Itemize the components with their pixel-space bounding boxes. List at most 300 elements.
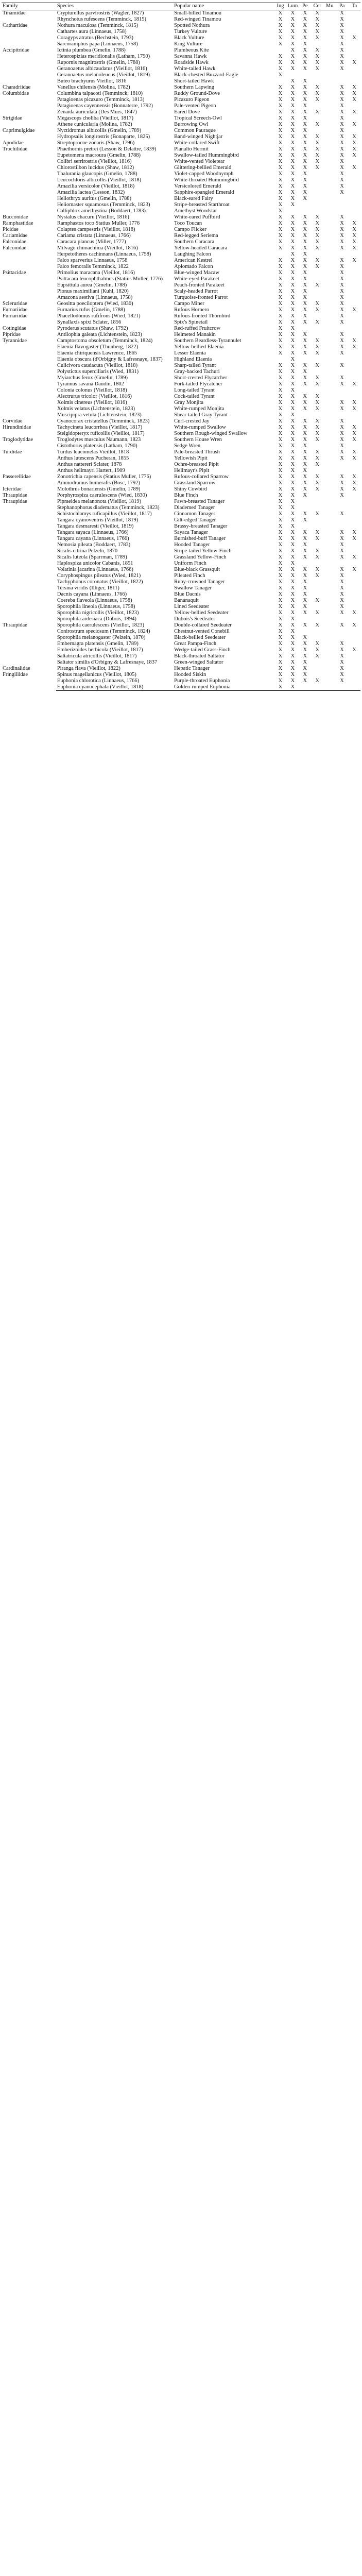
popular-name-cell: Hooded Siskin: [174, 672, 206, 677]
occurrence-mark: X: [340, 109, 344, 115]
occurrence-mark: X: [278, 449, 283, 455]
occurrence-mark: [348, 190, 360, 196]
species-cell: Molothrus bonariensis (Gmelin, 1789): [57, 486, 141, 492]
species-cell: Saltatricula atricollis (Vieillot, 1817): [57, 653, 137, 659]
occurrence-mark: [311, 41, 323, 47]
occurrence-mark: [348, 54, 360, 60]
occurrence-mark: X: [340, 91, 344, 96]
occurrence-mark: [323, 97, 336, 103]
occurrence-mark: [323, 523, 336, 530]
occurrence-mark: X: [340, 406, 344, 412]
occurrence-mark: X: [315, 239, 320, 245]
occurrence-mark: X: [352, 554, 356, 560]
occurrence-mark: X: [290, 579, 295, 585]
occurrence-mark: [348, 387, 360, 394]
popular-name-cell: Short-tailed Hawk: [174, 78, 214, 84]
occurrence-mark: X: [290, 616, 295, 622]
occurrence-mark: [336, 208, 348, 214]
occurrence-mark: X: [290, 431, 295, 436]
popular-name-cell: Gilt-edged Tanager: [174, 517, 216, 523]
popular-name-cell: Common Pauraque: [174, 128, 216, 133]
occurrence-mark: X: [340, 140, 344, 146]
species-cell: Thalurania glaucopis (Gmelin, 1788): [57, 171, 137, 177]
popular-name-cell: Blue-winged Macaw: [174, 270, 219, 276]
occurrence-mark: X: [278, 109, 283, 115]
occurrence-mark: X: [315, 375, 320, 381]
occurrence-mark: X: [340, 338, 344, 344]
family-cell: Scleruridae: [3, 301, 27, 307]
occurrence-mark: X: [315, 486, 320, 492]
occurrence-mark: [299, 561, 311, 567]
occurrence-mark: X: [290, 16, 295, 22]
occurrence-mark: [323, 567, 336, 573]
table-row: [2, 326, 360, 332]
occurrence-mark: [323, 598, 336, 604]
species-cell: Crypturellus parvirostris (Wagler, 1827): [57, 10, 144, 16]
table-row: [2, 239, 360, 245]
occurrence-mark: [323, 629, 336, 635]
occurrence-mark: [323, 678, 336, 684]
occurrence-mark: X: [340, 443, 344, 449]
occurrence-mark: X: [303, 78, 307, 84]
occurrence-mark: X: [278, 66, 283, 72]
occurrence-mark: [348, 128, 360, 134]
occurrence-mark: [323, 41, 336, 47]
occurrence-mark: X: [278, 437, 283, 443]
occurrence-mark: X: [303, 536, 307, 541]
occurrence-mark: [274, 357, 287, 363]
family-cell: Furnariidae: [3, 307, 28, 313]
occurrence-mark: [323, 183, 336, 190]
popular-name-cell: American Kestrel: [174, 258, 213, 263]
occurrence-mark: [336, 394, 348, 400]
occurrence-mark: X: [290, 29, 295, 35]
popular-name-cell: Black-bellied Seedeater: [174, 635, 226, 640]
popular-name-cell: Swallow Tanager: [174, 585, 212, 591]
species-cell: Psittacara leucophthalmus (Statius Muller, 1776): [57, 276, 163, 282]
occurrence-mark: X: [315, 264, 320, 269]
occurrence-mark: [323, 591, 336, 598]
occurrence-mark: X: [352, 239, 356, 245]
species-cell: Cariama cristata (Linnaeus, 1766): [57, 233, 131, 239]
occurrence-mark: [348, 468, 360, 474]
occurrence-mark: X: [340, 183, 344, 189]
occurrence-mark: X: [315, 406, 320, 412]
occurrence-mark: X: [340, 678, 344, 684]
occurrence-mark: X: [290, 598, 295, 603]
occurrence-mark: X: [278, 146, 283, 152]
occurrence-mark: X: [352, 455, 356, 461]
occurrence-mark: X: [303, 264, 307, 269]
species-cell: Synallaxis spixi Sclater, 1856: [57, 319, 122, 325]
occurrence-mark: X: [290, 561, 295, 566]
popular-name-cell: Lined Seedeater: [174, 604, 210, 609]
occurrence-mark: [323, 499, 336, 505]
occurrence-mark: X: [278, 202, 283, 208]
occurrence-mark: X: [315, 598, 320, 603]
occurrence-mark: X: [303, 567, 307, 572]
occurrence-mark: X: [340, 319, 344, 325]
species-cell: Sicalis luteola (Sparrman, 1789): [57, 554, 127, 560]
family-cell: Cardinalidae: [3, 666, 30, 671]
occurrence-mark: [336, 629, 348, 635]
occurrence-mark: X: [303, 437, 307, 443]
occurrence-mark: [323, 622, 336, 629]
occurrence-mark: X: [352, 449, 356, 455]
occurrence-mark: [323, 493, 336, 499]
occurrence-mark: X: [303, 227, 307, 232]
occurrence-mark: X: [303, 653, 307, 659]
family-cell: Picidae: [3, 227, 19, 232]
popular-name-cell: Picazuro Pigeon: [174, 97, 210, 103]
table-row: [2, 140, 360, 146]
occurrence-mark: X: [290, 233, 295, 239]
occurrence-mark: [323, 165, 336, 171]
occurrence-mark: X: [278, 227, 283, 232]
occurrence-mark: [348, 295, 360, 301]
occurrence-mark: X: [352, 431, 356, 436]
occurrence-mark: X: [340, 276, 344, 282]
occurrence-mark: [323, 425, 336, 431]
occurrence-mark: [348, 573, 360, 579]
occurrence-mark: X: [290, 23, 295, 28]
species-cell: Heterospizias meridionalis (Latham, 1790): [57, 54, 150, 59]
occurrence-mark: [323, 505, 336, 511]
occurrence-mark: X: [278, 115, 283, 121]
occurrence-mark: [323, 394, 336, 400]
occurrence-mark: X: [278, 264, 283, 269]
occurrence-mark: X: [303, 10, 307, 16]
occurrence-mark: X: [290, 480, 295, 486]
family-cell: Bucconidae: [3, 214, 28, 220]
occurrence-mark: X: [315, 394, 320, 399]
occurrence-mark: [311, 499, 323, 505]
occurrence-mark: X: [278, 289, 283, 294]
species-cell: Eupsittula aurea (Gmelin, 1788): [57, 282, 127, 288]
occurrence-mark: X: [278, 35, 283, 41]
popular-name-cell: Helmeted Manakin: [174, 332, 216, 337]
occurrence-mark: [311, 542, 323, 548]
occurrence-mark: [311, 72, 323, 78]
occurrence-mark: X: [315, 233, 320, 239]
occurrence-mark: [299, 412, 311, 418]
species-cell: Sarcoramphus papa (Linnaeus, 1758): [57, 41, 138, 47]
occurrence-mark: X: [290, 622, 295, 628]
occurrence-mark: X: [303, 647, 307, 653]
family-cell: Tyrannidae: [3, 338, 27, 344]
occurrence-mark: X: [340, 84, 344, 90]
occurrence-mark: [323, 146, 336, 152]
occurrence-mark: X: [340, 585, 344, 591]
species-cell: Elaenia chiriquensis Lawrence, 1865: [57, 350, 137, 356]
occurrence-mark: X: [303, 221, 307, 226]
occurrence-mark: X: [278, 183, 283, 189]
popular-name-cell: Yellow-bellied Elaenia: [174, 344, 224, 350]
occurrence-mark: [348, 289, 360, 295]
popular-name-cell: Campo Miner: [174, 301, 204, 307]
occurrence-mark: [348, 561, 360, 567]
occurrence-mark: X: [303, 622, 307, 628]
occurrence-mark: [311, 616, 323, 622]
family-cell: Tinamidae: [3, 10, 26, 16]
table-row: [2, 672, 360, 678]
species-cell: Geositta poeciloptera (Wied, 1830): [57, 301, 133, 307]
species-cell: Herpetotheres cachinnans (Linnaeus, 1758): [57, 251, 151, 257]
occurrence-mark: X: [340, 672, 344, 677]
occurrence-mark: X: [303, 332, 307, 337]
popular-name-cell: Plumbeous Kite: [174, 47, 209, 53]
occurrence-mark: X: [303, 159, 307, 164]
occurrence-mark: X: [315, 678, 320, 684]
occurrence-mark: X: [303, 486, 307, 492]
occurrence-mark: X: [290, 554, 295, 560]
occurrence-mark: X: [290, 678, 295, 684]
occurrence-mark: X: [286, 684, 299, 691]
occurrence-mark: X: [303, 493, 307, 498]
popular-name-cell: Rufous-collared Sparrow: [174, 474, 229, 480]
occurrence-mark: [311, 666, 323, 672]
occurrence-mark: [323, 530, 336, 536]
occurrence-mark: X: [278, 282, 283, 288]
occurrence-mark: [323, 579, 336, 585]
occurrence-mark: [299, 629, 311, 635]
occurrence-mark: X: [290, 47, 295, 53]
occurrence-mark: X: [315, 381, 320, 387]
occurrence-mark: X: [290, 517, 295, 523]
occurrence-mark: X: [290, 653, 295, 659]
occurrence-mark: [323, 585, 336, 591]
occurrence-mark: X: [278, 610, 283, 616]
occurrence-mark: X: [315, 350, 320, 356]
occurrence-mark: [336, 357, 348, 363]
occurrence-mark: X: [315, 480, 320, 486]
occurrence-mark: X: [352, 146, 356, 152]
occurrence-mark: X: [315, 23, 320, 28]
occurrence-mark: X: [290, 196, 295, 201]
occurrence-mark: X: [340, 264, 344, 269]
occurrence-mark: [323, 480, 336, 486]
popular-name-cell: Dubois's Seedeater: [174, 616, 215, 622]
popular-name-cell: Eared Dove: [174, 109, 200, 115]
occurrence-mark: [348, 363, 360, 369]
species-cell: Tachyphonus coronatus (Vieillot, 1822): [57, 579, 143, 585]
species-cell: Buteo brachyurus Vieillot, 1816: [57, 78, 127, 84]
occurrence-mark: [348, 635, 360, 641]
occurrence-mark: [323, 684, 336, 691]
occurrence-mark: [348, 301, 360, 307]
occurrence-mark: [348, 66, 360, 72]
occurrence-mark: X: [303, 381, 307, 387]
occurrence-mark: X: [278, 629, 283, 634]
occurrence-mark: X: [290, 585, 295, 591]
occurrence-mark: X: [278, 579, 283, 585]
popular-name-cell: Yellowish Pipit: [174, 455, 208, 461]
species-table: [2, 3, 360, 691]
species-cell: Streptoprocne zonaris (Shaw, 1796): [57, 140, 135, 146]
occurrence-mark: X: [290, 78, 295, 84]
occurrence-mark: X: [290, 171, 295, 177]
family-cell: Fringillidae: [3, 672, 28, 677]
species-cell: Amazona aestiva (Linnaeus, 1758): [57, 295, 133, 300]
occurrence-mark: X: [303, 462, 307, 467]
family-cell: Cathartidae: [3, 23, 28, 28]
popular-name-cell: Southern Lapwing: [174, 84, 215, 90]
occurrence-mark: X: [278, 647, 283, 653]
species-cell: Tangara desmaresti (Vieillot, 1819): [57, 523, 134, 529]
occurrence-mark: X: [290, 375, 295, 381]
occurrence-mark: X: [303, 270, 307, 276]
occurrence-mark: X: [303, 122, 307, 127]
table-row: [2, 622, 360, 629]
occurrence-mark: X: [278, 598, 283, 603]
occurrence-mark: [348, 672, 360, 678]
popular-name-cell: Golden-rumped Euphonia: [173, 684, 274, 691]
popular-name-cell: Roadside Hawk: [174, 60, 209, 65]
popular-name-cell: Rufous-fronted Thornbird: [174, 313, 231, 319]
occurrence-mark: [323, 400, 336, 406]
species-cell: Pionus maximiliani (Kuhl, 1820): [57, 289, 129, 294]
occurrence-mark: [348, 511, 360, 517]
occurrence-mark: [311, 171, 323, 177]
occurrence-mark: X: [315, 610, 320, 616]
occurrence-mark: X: [315, 307, 320, 313]
popular-name-cell: Red-winged Tinamou: [174, 16, 221, 22]
occurrence-mark: [336, 505, 348, 511]
occurrence-mark: X: [303, 363, 307, 368]
occurrence-mark: X: [290, 183, 295, 189]
species-cell: Elaenia obscura (d'Orbigny & Lafresnaye, 1837): [57, 357, 163, 362]
occurrence-mark: X: [278, 462, 283, 467]
species-cell: Sporophila melanogaster (Pelzeln, 1870): [57, 635, 146, 640]
popular-name-cell: Southern Rough-winged Swallow: [174, 431, 248, 436]
occurrence-mark: X: [278, 152, 283, 158]
species-cell: Anthus nattereri Sclater, 1878: [57, 462, 122, 467]
occurrence-mark: [311, 183, 323, 190]
popular-name-cell: Shear-tailed Gray Tyrant: [174, 412, 228, 418]
occurrence-mark: X: [315, 54, 320, 59]
occurrence-mark: [323, 449, 336, 455]
table-row: [2, 91, 360, 97]
popular-name-cell: White-throated Hummingbird: [174, 177, 239, 183]
occurrence-mark: X: [278, 659, 283, 665]
occurrence-mark: [348, 41, 360, 47]
occurrence-mark: [336, 387, 348, 394]
occurrence-mark: [336, 369, 348, 375]
occurrence-mark: X: [278, 554, 283, 560]
occurrence-mark: X: [340, 579, 344, 585]
species-cell: Furnarius rufus (Gmelin, 1788): [57, 307, 125, 313]
popular-name-cell: Wedge-tailed Grass-Finch: [174, 647, 231, 653]
occurrence-mark: X: [340, 301, 344, 307]
occurrence-mark: X: [278, 542, 283, 548]
occurrence-mark: X: [278, 536, 283, 541]
occurrence-mark: [323, 387, 336, 394]
occurrence-mark: X: [278, 208, 283, 214]
species-cell: Sporophila caerulescens (Vieillot, 1823): [57, 622, 144, 628]
species-cell: Heliomaster squamosus (Temminck, 1823): [57, 202, 150, 208]
occurrence-mark: [348, 115, 360, 122]
occurrence-mark: X: [274, 684, 287, 691]
occurrence-mark: X: [290, 400, 295, 405]
table-row: [2, 221, 360, 227]
occurrence-mark: X: [290, 437, 295, 443]
family-cell: Icteridae: [3, 486, 22, 492]
occurrence-mark: X: [290, 270, 295, 276]
occurrence-mark: [323, 647, 336, 653]
occurrence-mark: X: [303, 152, 307, 158]
occurrence-mark: X: [290, 35, 295, 41]
occurrence-mark: [311, 196, 323, 202]
family-cell: Caprimulgidae: [3, 128, 35, 133]
species-cell: Xolmis velatus (Lichtenstein, 1823): [57, 406, 135, 412]
occurrence-mark: X: [278, 622, 283, 628]
occurrence-mark: X: [315, 152, 320, 158]
occurrence-mark: X: [340, 622, 344, 628]
occurrence-mark: [323, 196, 336, 202]
occurrence-mark: X: [340, 493, 344, 498]
occurrence-mark: X: [340, 10, 344, 16]
occurrence-mark: [348, 177, 360, 183]
occurrence-mark: [311, 443, 323, 449]
occurrence-mark: X: [278, 493, 283, 498]
occurrence-mark: X: [315, 647, 320, 653]
occurrence-mark: [311, 493, 323, 499]
family-cell: Thraupidae: [3, 622, 27, 628]
occurrence-mark: X: [278, 561, 283, 566]
occurrence-mark: X: [315, 455, 320, 461]
species-cell: Primolius maracana (Vieillot, 1816): [57, 270, 135, 276]
popular-name-cell: Blue-black Grassquit: [174, 567, 220, 572]
occurrence-mark: [336, 468, 348, 474]
popular-name-cell: Green-winged Saltator: [174, 659, 223, 665]
occurrence-mark: X: [340, 41, 344, 47]
family-cell: Columbidae: [3, 91, 29, 96]
popular-name-cell: White-vented Violetear: [174, 159, 225, 164]
occurrence-mark: X: [303, 103, 307, 109]
occurrence-mark: X: [340, 659, 344, 665]
occurrence-mark: [311, 128, 323, 134]
occurrence-mark: [348, 159, 360, 165]
species-cell: Geranoaetus melanoleucus (Vieillot, 1819): [57, 72, 150, 78]
occurrence-mark: X: [290, 536, 295, 541]
popular-name-cell: Band-winged Nightjar: [174, 134, 223, 140]
occurrence-mark: [348, 319, 360, 326]
occurrence-mark: X: [278, 91, 283, 96]
popular-name-cell: Gray-backed Tachuri: [174, 369, 220, 375]
occurrence-mark: X: [278, 103, 283, 109]
occurrence-mark: X: [290, 381, 295, 387]
family-cell: Thraupidae: [3, 493, 27, 498]
occurrence-mark: X: [290, 474, 295, 480]
occurrence-mark: [311, 78, 323, 84]
occurrence-mark: [311, 672, 323, 678]
occurrence-mark: X: [303, 165, 307, 171]
occurrence-mark: [299, 326, 311, 332]
table-header-row: [2, 3, 360, 10]
occurrence-mark: X: [340, 122, 344, 127]
occurrence-mark: X: [278, 530, 283, 535]
popular-name-cell: Hellmayr's Pipit: [174, 468, 210, 473]
table-row: [2, 449, 360, 455]
occurrence-mark: [348, 678, 360, 684]
occurrence-mark: X: [303, 214, 307, 220]
occurrence-mark: X: [303, 146, 307, 152]
occurrence-mark: X: [303, 573, 307, 579]
species-cell: Cathartes aura (Linnaeus, 1758): [57, 29, 127, 35]
occurrence-mark: [311, 635, 323, 641]
occurrence-mark: X: [278, 573, 283, 579]
occurrence-mark: X: [315, 548, 320, 554]
